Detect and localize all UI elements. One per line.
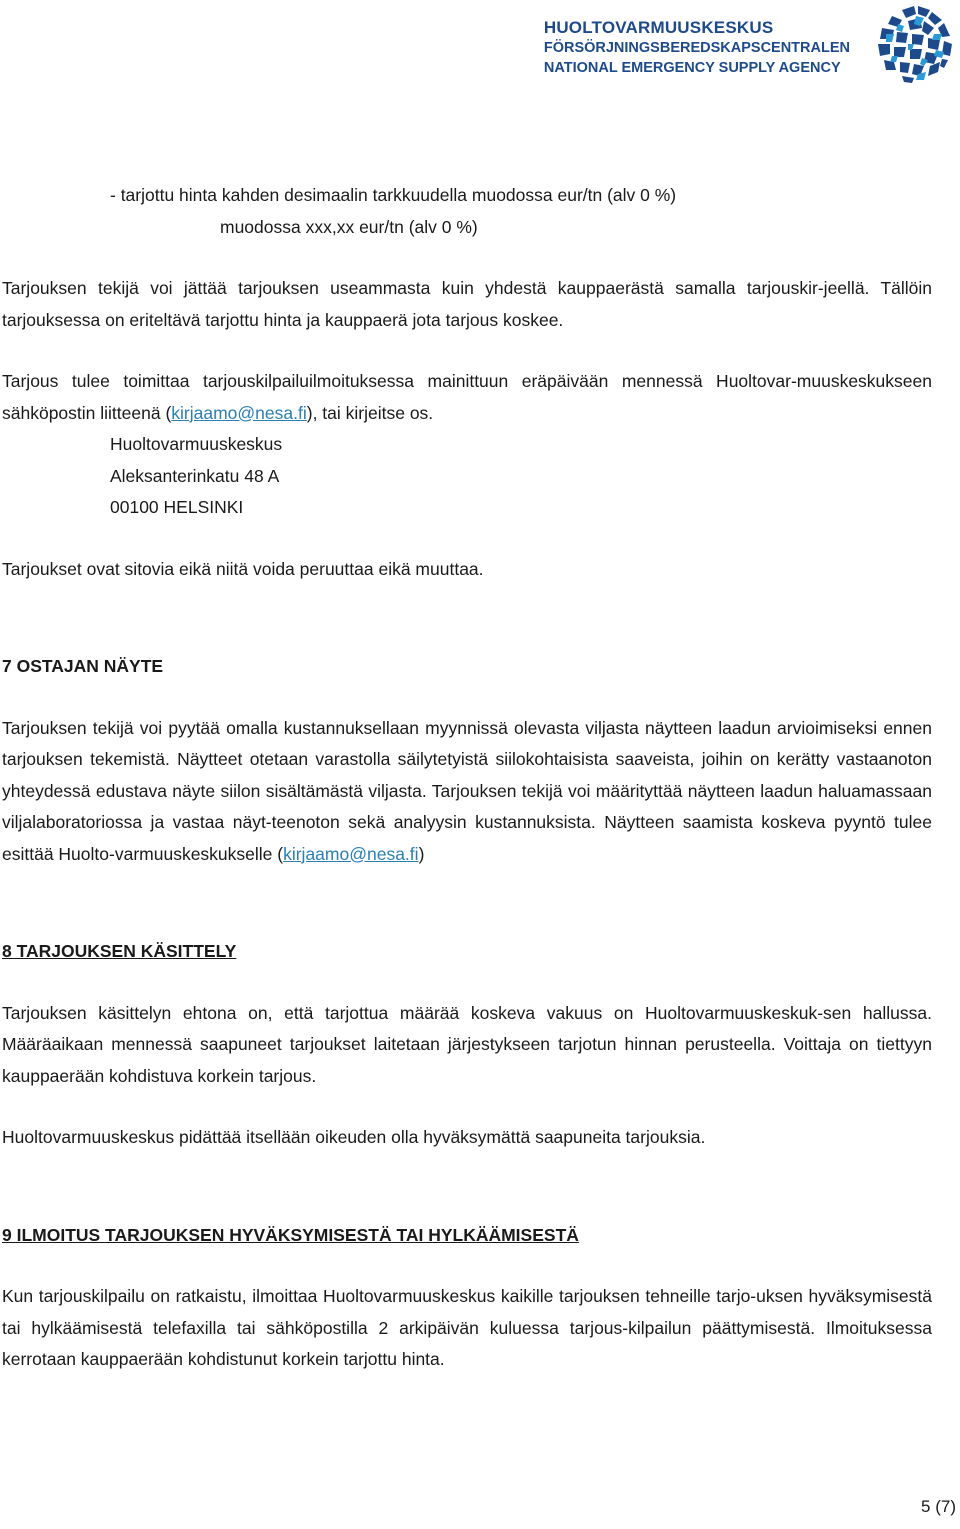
organization-names bbox=[544, 18, 850, 78]
price-line: - tarjottu hinta kahden desimaalin tarkkuudella muodossa eur/tn (alv 0 %) bbox=[110, 185, 677, 205]
page-number: 5 (7) bbox=[921, 1497, 956, 1516]
email-link[interactable]: kirjaamo@nesa.fi bbox=[171, 402, 307, 423]
delivery-text-pre: Tarjous tulee toimittaa tarjouskilpailuilmoituksessa mainittuun eräpäivään mennessä Huoltovar-muuskeskukseen sähköpostin liitteenä ( bbox=[2, 371, 932, 423]
section-8-paragraph-1: Tarjouksen käsittelyn ehtona on, että tarjottua määrää koskeva vakuus on Huoltovarmuuskeskuk-sen hallussa. Määräaikaan mennessä saapuneet tarjoukset laitetaan järjestykseen tarjotun hinnan perusteella. Voittaja on tiettyyn kauppaerään kohdistuva korkein tarjous. bbox=[2, 1002, 932, 1086]
org-name-en: NATIONAL EMERGENCY SUPPLY AGENCY bbox=[543, 60, 841, 76]
org-name-sv: FÖRSÖRJNINGSBEREDSKAPSCENTRALEN bbox=[543, 40, 850, 56]
address-line-1: Huoltovarmuuskeskus bbox=[110, 434, 283, 454]
delivery-paragraph bbox=[2, 366, 932, 429]
document-body bbox=[2, 180, 932, 1376]
section-9-heading: 9 ILMOITUS TARJOUKSEN HYVÄKSYMISESTÄ TAI HYLKÄÄMISESTÄ bbox=[2, 1224, 579, 1245]
delivery-text-post: ), tai kirjeitse os. bbox=[306, 402, 434, 423]
section-7-text: Tarjouksen tekijä voi pyytää omalla kustannuksellaan myynnissä olevasta viljasta näytteen laadun arvioimiseksi ennen tarjouksen tekemistä. Näytteet otetaan varastolla säilytetyistä siilokohtaisista saaveista, joihin on kerätty vastaanoton yhteydessä edustava näyte siilon sisältämästä viljasta. Tarjouksen tekijä voi määrityttää näytteen laadun haluamassaan viljalaboratoriossa ja vastaa näyt-teenoton sekä analyysin kustannuksista. Näytteen saamista koskeva pyyntö tulee esittää Huolto-varmuuskeskukselle ( bbox=[2, 717, 932, 864]
section-7-heading: 7 OSTAJAN NÄYTE bbox=[2, 656, 164, 676]
price-format: muodossa xxx,xx eur/tn (alv 0 %) bbox=[220, 216, 478, 237]
section-9-paragraph: Kun tarjouskilpailu on ratkaistu, ilmoittaa Huoltovarmuuskeskus kaikille tarjouksen tehneille tarjo-uksen hyväksymisestä tai hylkäämisestä telefaxilla tai sähköpostilla 2 arkipäivän kuluessa tarjous-kilpailun päättymisestä. Ilmoituksessa kerrotaan kauppaerään kohdistunut korkein tarjottu hinta. bbox=[2, 1286, 932, 1369]
section-8-heading: 8 TARJOUKSEN KÄSITTELY bbox=[2, 941, 237, 961]
binding-statement: Tarjoukset ovat sitovia eikä niitä voida peruuttaa eikä muuttaa. bbox=[2, 558, 484, 579]
multi-lot-paragraph: Tarjouksen tekijä voi jättää tarjouksen useammasta kuin yhdestä kauppaerästä samalla tarjouskir-jeellä. Tällöin tarjouksessa on eriteltävä tarjottu hinta ja kauppaerä jota tarjous koskee. bbox=[2, 278, 932, 330]
header-logo bbox=[460, 0, 960, 86]
emblem-globe-icon bbox=[872, 4, 956, 84]
email-link[interactable]: kirjaamo@nesa.fi bbox=[283, 843, 419, 864]
address-line-2: Aleksanterinkatu 48 A bbox=[110, 465, 280, 486]
section-8-paragraph-2: Huoltovarmuuskeskus pidättää itsellään oikeuden olla hyväksymättä saapuneita tarjouksia. bbox=[2, 1127, 706, 1147]
org-name-fi: HUOLTOVARMUUSKESKUS bbox=[543, 18, 774, 37]
section-7-text-end: ) bbox=[418, 843, 425, 864]
address-line-3: 00100 HELSINKI bbox=[110, 497, 244, 517]
section-7-paragraph bbox=[2, 713, 932, 871]
